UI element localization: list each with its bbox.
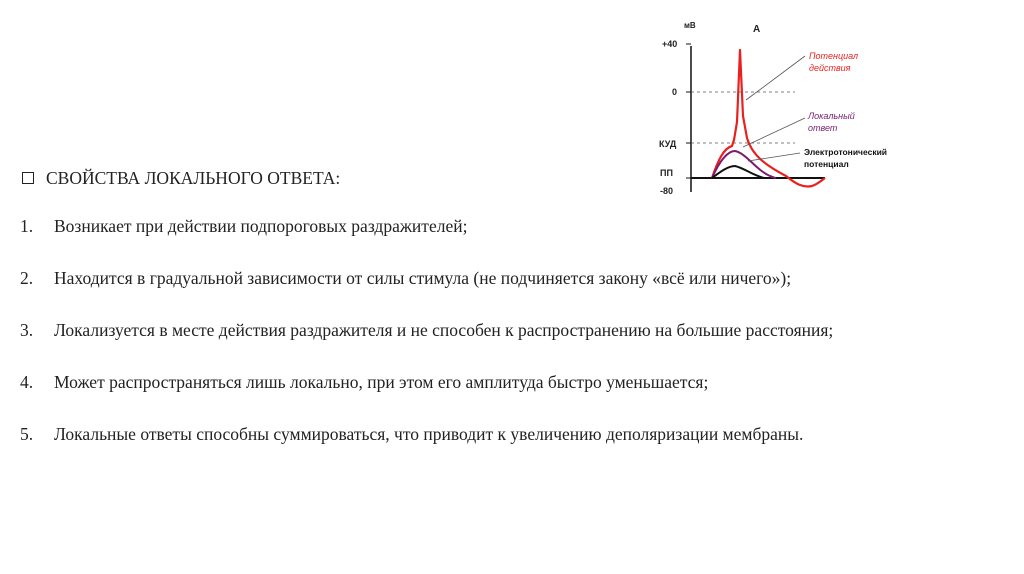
properties-text <box>20 168 1020 476</box>
list-item <box>20 320 1020 340</box>
local-response-label-line2: ответ <box>808 123 838 133</box>
y-unit-label: мВ <box>684 21 696 30</box>
properties-heading <box>20 168 1020 188</box>
list-item <box>20 424 1020 444</box>
action-potential-leader <box>746 56 805 100</box>
list-item <box>20 268 1020 288</box>
electrotonic-label-line2: потенциал <box>804 159 849 169</box>
heading-text: СВОЙСТВА ЛОКАЛЬНОГО ОТВЕТА: <box>46 168 341 188</box>
list-item <box>20 372 1020 392</box>
item-text: Возникает при действии подпороговых раздражителей; <box>54 216 468 236</box>
item-number: 4. <box>20 372 34 392</box>
action-potential-label-line1: Потенциал <box>809 51 859 61</box>
checkbox-bullet-icon <box>22 172 34 184</box>
item-number: 2. <box>20 268 34 288</box>
item-text: Может распространяться лишь локально, при этом его амплитуда быстро уменьшается; <box>54 372 709 392</box>
local-response-label-line1: Локальный <box>808 111 855 121</box>
properties-list <box>20 216 1020 444</box>
panel-label: А <box>753 24 761 35</box>
item-number: 3. <box>20 320 34 340</box>
tick-label-plus40: +40 <box>662 39 678 49</box>
tick-label-resting: ПП <box>660 168 673 178</box>
item-number: 1. <box>20 216 34 236</box>
item-number: 5. <box>20 424 34 444</box>
list-item <box>20 216 1020 236</box>
item-text: Находится в градуальной зависимости от силы стимула (не подчиняется закону «всё или ничего»); <box>54 268 792 288</box>
item-text: Локальные ответы способны суммироваться, что приводит к увеличению деполяризации мембраны. <box>54 424 804 444</box>
electrotonic-label-line1: Электротонический <box>804 147 888 157</box>
item-text: Локализуется в месте действия раздражителя и не способен к распространению на большие расстояния; <box>54 320 834 340</box>
tick-label-threshold: КУД <box>659 139 677 149</box>
tick-label-minus80: -80 <box>660 186 674 196</box>
tick-label-zero: 0 <box>672 87 678 97</box>
action-potential-label-line2: действия <box>809 63 851 73</box>
local-response-leader <box>743 118 805 147</box>
